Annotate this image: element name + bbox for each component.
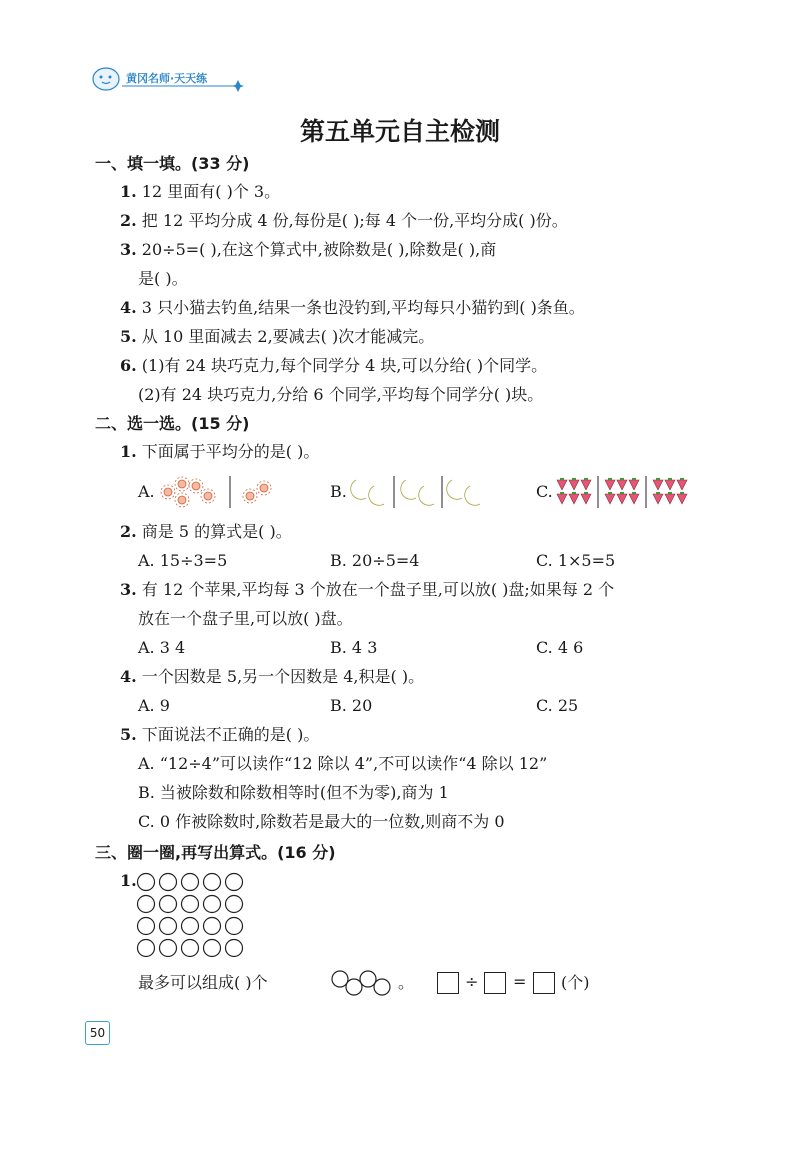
strawberry-icon <box>617 480 627 490</box>
strawberry-icon <box>569 494 579 504</box>
strawberry-icon <box>629 480 639 490</box>
circle-icon <box>182 874 199 891</box>
circle-icon <box>138 940 155 957</box>
sun-icon <box>175 477 189 491</box>
question-fill-3: 3. 20÷5=( ),在这个算式中,被除数是( ),除数是( ),商 <box>120 240 497 259</box>
section-heading-circle: 三、圈一圈,再写出算式。(16 分) <box>95 843 336 862</box>
sun-icon <box>189 479 203 493</box>
suns-picture <box>158 474 278 510</box>
option-1c-label: C. <box>536 482 553 501</box>
moon-icon <box>419 486 434 505</box>
strawberry-icon <box>665 494 675 504</box>
moons-picture <box>348 474 488 510</box>
question-fill-1: 1. 12 里面有( )个 3。 <box>120 182 281 201</box>
circle-icon <box>226 940 243 957</box>
question-circle-1-ask: 最多可以组成( )个 <box>138 973 268 992</box>
circle-icon <box>160 896 177 913</box>
circle-grid <box>136 872 256 958</box>
option-2c: C. 1×5=5 <box>536 551 616 570</box>
strawberry-icon <box>605 494 615 504</box>
option-3c: C. 4 6 <box>536 638 584 657</box>
option-3b: B. 4 3 <box>330 638 378 657</box>
sun-icon <box>175 493 189 507</box>
question-choose-2: 2. 商是 5 的算式是( )。 <box>120 522 292 541</box>
option-4b: B. 20 <box>330 696 373 715</box>
section-heading-choose: 二、选一选。(15 分) <box>95 414 250 433</box>
moon-icon <box>447 480 462 499</box>
circle-group-icon <box>328 968 398 998</box>
sun-icon <box>257 481 271 495</box>
circle-icon <box>204 874 221 891</box>
option-5a: A. “12÷4”可以读作“12 除以 4”,不可以读作“4 除以 12” <box>138 754 548 773</box>
circle-icon <box>226 874 243 891</box>
page-number: 50 <box>85 1021 110 1045</box>
option-2a: A. 15÷3=5 <box>138 551 228 570</box>
question-choose-3-cont: 放在一个盘子里,可以放( )盘。 <box>138 609 353 628</box>
circle-icon <box>226 918 243 935</box>
option-3a: A. 3 4 <box>138 638 186 657</box>
strawberry-icon <box>581 480 591 490</box>
circle-icon <box>138 874 155 891</box>
strawberry-icon <box>581 494 591 504</box>
answer-box-divisor[interactable] <box>484 972 506 994</box>
option-4a: A. 9 <box>138 696 170 715</box>
strawberry-icon <box>557 480 567 490</box>
strawberry-icon <box>653 480 663 490</box>
divide-sign: ÷ <box>465 972 479 991</box>
circle-icon <box>226 896 243 913</box>
sun-icon <box>201 489 215 503</box>
strawberry-icon <box>569 480 579 490</box>
question-fill-3-cont: 是( )。 <box>138 269 188 288</box>
strawberry-icon <box>653 494 663 504</box>
sun-icon <box>243 489 257 503</box>
question-circle-1-end: 。 <box>398 973 415 992</box>
question-fill-6: 6. (1)有 24 块巧克力,每个同学分 4 块,可以分给( )个同学。 <box>120 356 548 375</box>
strawberry-icon <box>665 480 675 490</box>
option-5b: B. 当被除数和除数相等时(但不为零),商为 1 <box>138 783 449 802</box>
answer-box-dividend[interactable] <box>437 972 459 994</box>
moon-icon <box>351 480 366 499</box>
circle-icon <box>138 896 155 913</box>
question-fill-2: 2. 把 12 平均分成 4 份,每份是( );每 4 个一份,平均分成( )份。 <box>120 211 568 230</box>
option-1b-label: B. <box>330 482 347 501</box>
equals-sign: = <box>513 972 527 991</box>
question-choose-3: 3. 有 12 个苹果,平均每 3 个放在一个盘子里,可以放( )盘;如果每 2 个 <box>120 580 615 599</box>
option-4c: C. 25 <box>536 696 579 715</box>
banner-text: 黄冈名师·天天练 <box>126 72 208 85</box>
unit-label: (个) <box>561 973 590 992</box>
circle-icon <box>182 940 199 957</box>
question-fill-5: 5. 从 10 里面减去 2,要减去( )次才能减完。 <box>120 327 435 346</box>
question-fill-6-cont: (2)有 24 块巧克力,分给 6 个同学,平均每个同学分( )块。 <box>138 385 544 404</box>
answer-box-quotient[interactable] <box>533 972 555 994</box>
circle-icon <box>138 918 155 935</box>
circle-icon <box>182 918 199 935</box>
sun-icon <box>161 485 175 499</box>
moon-icon <box>401 480 416 499</box>
strawberry-icon <box>629 494 639 504</box>
circle-icon <box>204 940 221 957</box>
strawberry-icon <box>677 494 687 504</box>
circle-icon <box>204 896 221 913</box>
page-title: 第五单元自主检测 <box>299 117 500 146</box>
strawberry-icon <box>605 480 615 490</box>
circle-icon <box>160 940 177 957</box>
option-2b: B. 20÷5=4 <box>330 551 420 570</box>
question-fill-4: 4. 3 只小猫去钓鱼,结果一条也没钓到,平均每只小猫钓到( )条鱼。 <box>120 298 585 317</box>
circle-icon <box>160 918 177 935</box>
question-circle-1-num: 1. <box>120 871 137 890</box>
strawberries-picture <box>553 474 698 510</box>
option-1a-label: A. <box>138 482 155 501</box>
strawberry-icon <box>677 480 687 490</box>
strawberry-icon <box>557 494 567 504</box>
strawberry-icon <box>617 494 627 504</box>
option-5c: C. 0 作被除数时,除数若是最大的一位数,则商不为 0 <box>138 812 505 831</box>
moon-icon <box>465 486 480 505</box>
moon-icon <box>369 486 384 505</box>
section-heading-fill: 一、填一填。(33 分) <box>95 154 250 173</box>
circle-icon <box>204 918 221 935</box>
circle-icon <box>160 874 177 891</box>
question-choose-5: 5. 下面说法不正确的是( )。 <box>120 725 320 744</box>
circle-icon <box>182 896 199 913</box>
question-choose-4: 4. 一个因数是 5,另一个因数是 4,积是( )。 <box>120 667 425 686</box>
question-choose-1: 1. 下面属于平均分的是( )。 <box>120 442 320 461</box>
